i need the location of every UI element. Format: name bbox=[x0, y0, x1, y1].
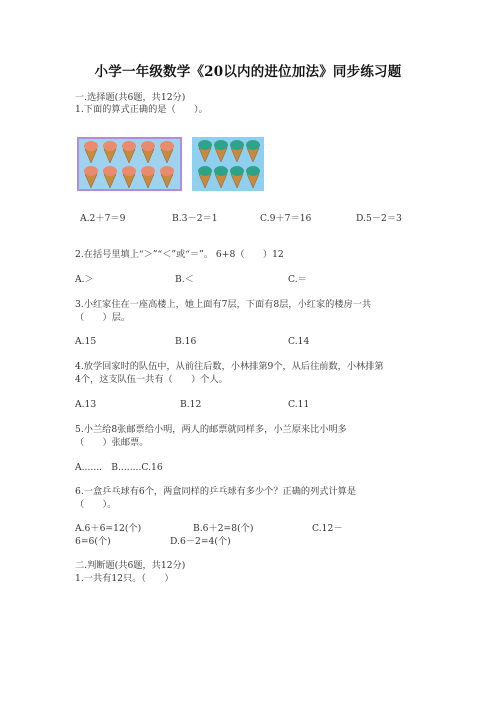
ice-cream-cone-icon bbox=[246, 140, 260, 162]
ice-cream-cone-icon bbox=[122, 141, 136, 163]
q2-option-b[interactable]: B.＜ bbox=[175, 274, 194, 285]
question-3-line-1: 3.小红家住在一座高楼上，她上面有7层，下面有8层，小红家的楼房一共 bbox=[75, 299, 372, 310]
q2-option-c[interactable]: C.＝ bbox=[288, 274, 307, 285]
ice-cream-cone-icon bbox=[198, 140, 212, 162]
ice-cream-cone-icon bbox=[230, 166, 244, 188]
q3-option-a[interactable]: A.15 bbox=[75, 336, 97, 347]
question-1-text: 1.下面的算式正确的是（ ）。 bbox=[75, 104, 208, 115]
section-2-question-1: 1.一共有12只。（ ） bbox=[75, 573, 174, 584]
ice-cream-cone-icon bbox=[141, 166, 155, 188]
q6-option-a[interactable]: A.6＋6=12(个) bbox=[75, 523, 142, 534]
page-title: 小学一年级数学《20以内的进位加法》同步练习题 bbox=[94, 64, 402, 80]
ice-cream-cone-icon bbox=[141, 141, 155, 163]
ice-cream-cone-icon bbox=[160, 166, 174, 188]
q3-option-c[interactable]: C.14 bbox=[288, 336, 310, 347]
question-6-line-2: （ ）。 bbox=[75, 499, 117, 510]
q3-option-b[interactable]: B.16 bbox=[175, 336, 197, 347]
q1-option-a[interactable]: A.2＋7＝9 bbox=[80, 213, 126, 224]
section-2-header: 二.判断题(共6题，共12分) bbox=[75, 560, 186, 571]
q4-option-a[interactable]: A.13 bbox=[75, 399, 97, 410]
ice-cream-group-left bbox=[77, 137, 182, 191]
q5-options[interactable]: A....... B........C.16 bbox=[75, 462, 163, 473]
question-3-line-2: （ ）层。 bbox=[75, 312, 131, 323]
q4-option-c[interactable]: C.11 bbox=[288, 399, 310, 410]
ice-cream-cone-icon bbox=[230, 140, 244, 162]
question-5-line-1: 5.小兰给8张邮票给小明，两人的邮票就同样多，小兰原来比小明多 bbox=[75, 424, 347, 435]
q6-option-c[interactable]: C.12－ bbox=[312, 523, 343, 534]
ice-cream-cone-icon bbox=[160, 141, 174, 163]
question-5-line-2: （ ）张邮票。 bbox=[75, 437, 149, 448]
question-4-line-1: 4.放学回家时的队伍中，从前往后数，小林排第9个，从后往前数，小林排第 bbox=[75, 361, 384, 372]
question-6-line-1: 6.一盒乒乓球有6个，两盒同样的乒乓球有多少个？正确的列式计算是 bbox=[75, 486, 357, 497]
ice-cream-cones-right-icon bbox=[192, 137, 264, 191]
ice-cream-cone-icon bbox=[84, 166, 98, 188]
question-4-line-2: 4个，这支队伍一共有（ ）个人。 bbox=[75, 374, 228, 385]
q1-option-b[interactable]: B.3－2＝1 bbox=[172, 213, 218, 224]
q1-option-d[interactable]: D.5－2＝3 bbox=[356, 213, 402, 224]
ice-cream-cone-icon bbox=[84, 141, 98, 163]
q1-option-c[interactable]: C.9＋7＝16 bbox=[260, 213, 312, 224]
ice-cream-cone-icon bbox=[198, 166, 212, 188]
ice-cream-cone-icon bbox=[122, 166, 136, 188]
ice-cream-group-right bbox=[192, 137, 264, 191]
q6-option-d[interactable]: D.6－2=4(个) bbox=[170, 536, 231, 547]
q4-option-b[interactable]: B.12 bbox=[180, 399, 202, 410]
question-2-text: 2.在括号里填上“＞”“＜”或“＝”。 6+8（ ）12 bbox=[75, 249, 284, 260]
ice-cream-cone-icon bbox=[214, 166, 228, 188]
q6-option-b[interactable]: B.6＋2=8(个) bbox=[193, 523, 254, 534]
section-1-header: 一.选择题(共6题，共12分) bbox=[75, 92, 186, 103]
ice-cream-cone-icon bbox=[103, 166, 117, 188]
q6-option-c-continued: 6=6(个) bbox=[75, 536, 111, 547]
q2-option-a[interactable]: A.＞ bbox=[75, 274, 94, 285]
ice-cream-cone-icon bbox=[103, 141, 117, 163]
ice-cream-cones-left-icon bbox=[79, 139, 180, 189]
ice-cream-cone-icon bbox=[214, 140, 228, 162]
ice-cream-cone-icon bbox=[246, 166, 260, 188]
